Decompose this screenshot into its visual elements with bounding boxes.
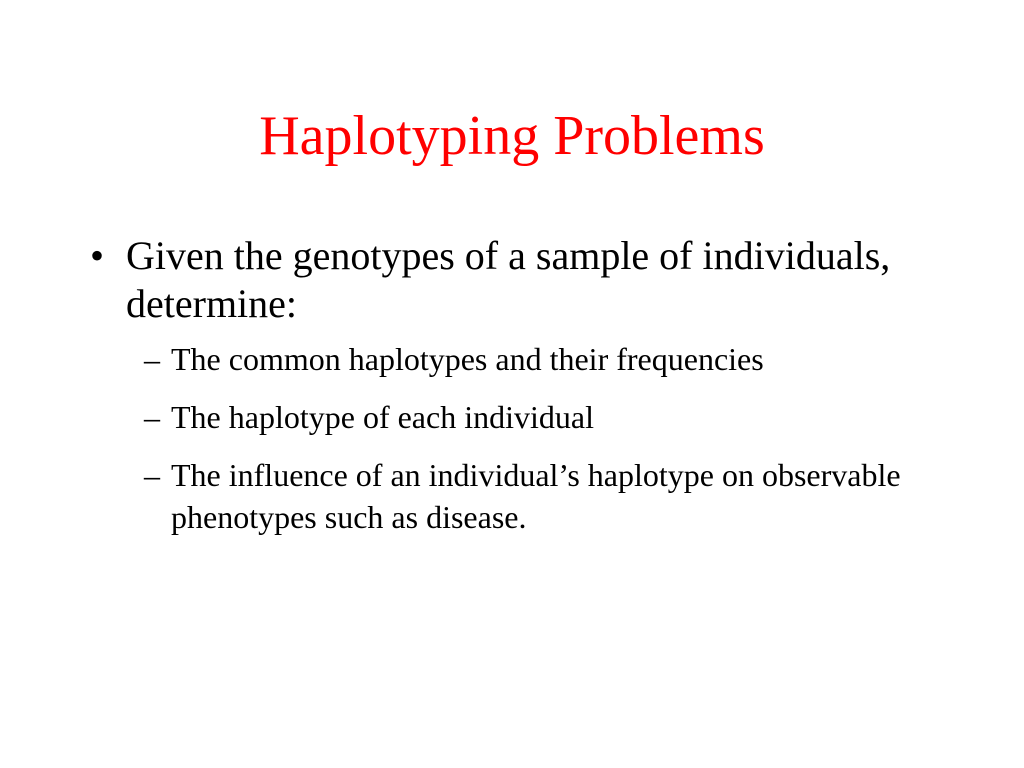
slide-body	[90, 232, 950, 554]
sub-bullet-item	[90, 454, 950, 538]
sub-bullet-item	[90, 338, 950, 380]
sub-bullet-text: The influence of an individual’s haplotype on observable phenotypes such as disease.	[171, 457, 901, 535]
sub-bullet-item	[90, 396, 950, 438]
sub-bullet-text: The haplotype of each individual	[171, 399, 594, 435]
sub-bullet-marker: –	[144, 457, 160, 493]
slide-title: Haplotyping Problems	[259, 105, 765, 167]
sub-bullet-list	[90, 338, 950, 538]
sub-bullet-text: The common haplotypes and their frequencies	[171, 341, 764, 377]
bullet-item	[90, 232, 950, 328]
sub-bullet-marker: –	[144, 341, 160, 377]
bullet-marker: •	[90, 233, 105, 278]
sub-bullet-marker: –	[144, 399, 160, 435]
bullet-text: Given the genotypes of a sample of individuals, determine:	[126, 233, 891, 326]
